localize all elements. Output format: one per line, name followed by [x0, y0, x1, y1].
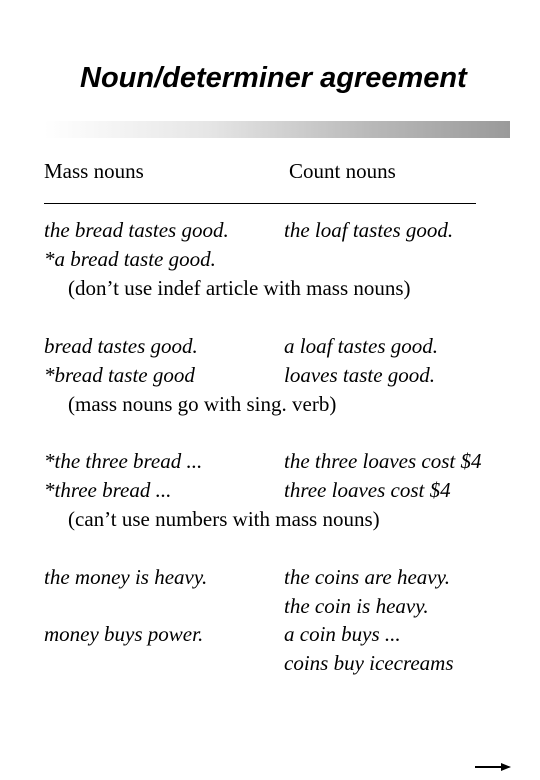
count-example: three loaves cost $4 [284, 478, 451, 502]
count-nouns-header: Count nouns [289, 159, 396, 183]
count-example: the coin is heavy. [284, 594, 429, 618]
mass-example: the money is heavy. [44, 565, 208, 589]
title-gradient-bar [44, 121, 510, 138]
header-rule [44, 203, 476, 204]
count-example: the coins are heavy. [284, 565, 451, 589]
mass-example: bread tastes good. [44, 334, 198, 358]
mass-example: *the three bread ... [44, 449, 203, 473]
count-example: the three loaves cost $4 [284, 449, 482, 473]
count-example: coins buy icecreams [284, 651, 454, 675]
mass-example: *three bread ... [44, 478, 172, 502]
count-example: a loaf tastes good. [284, 334, 439, 358]
count-example: a coin buys ... [284, 622, 401, 646]
mass-example: money buys power. [44, 622, 204, 646]
rule-note: (mass nouns go with sing. verb) [68, 392, 337, 416]
count-example: the loaf tastes good. [284, 218, 454, 242]
rule-note: (don’t use indef article with mass nouns) [68, 276, 411, 300]
arrow-right-icon[interactable] [475, 762, 511, 772]
rule-note: (can’t use numbers with mass nouns) [68, 507, 380, 531]
page-title: Noun/determiner agreement [80, 62, 467, 94]
mass-example: the bread tastes good. [44, 218, 229, 242]
mass-nouns-header: Mass nouns [44, 159, 144, 183]
mass-example: *a bread taste good. [44, 247, 216, 271]
mass-example: *bread taste good [44, 363, 195, 387]
count-example: loaves taste good. [284, 363, 436, 387]
